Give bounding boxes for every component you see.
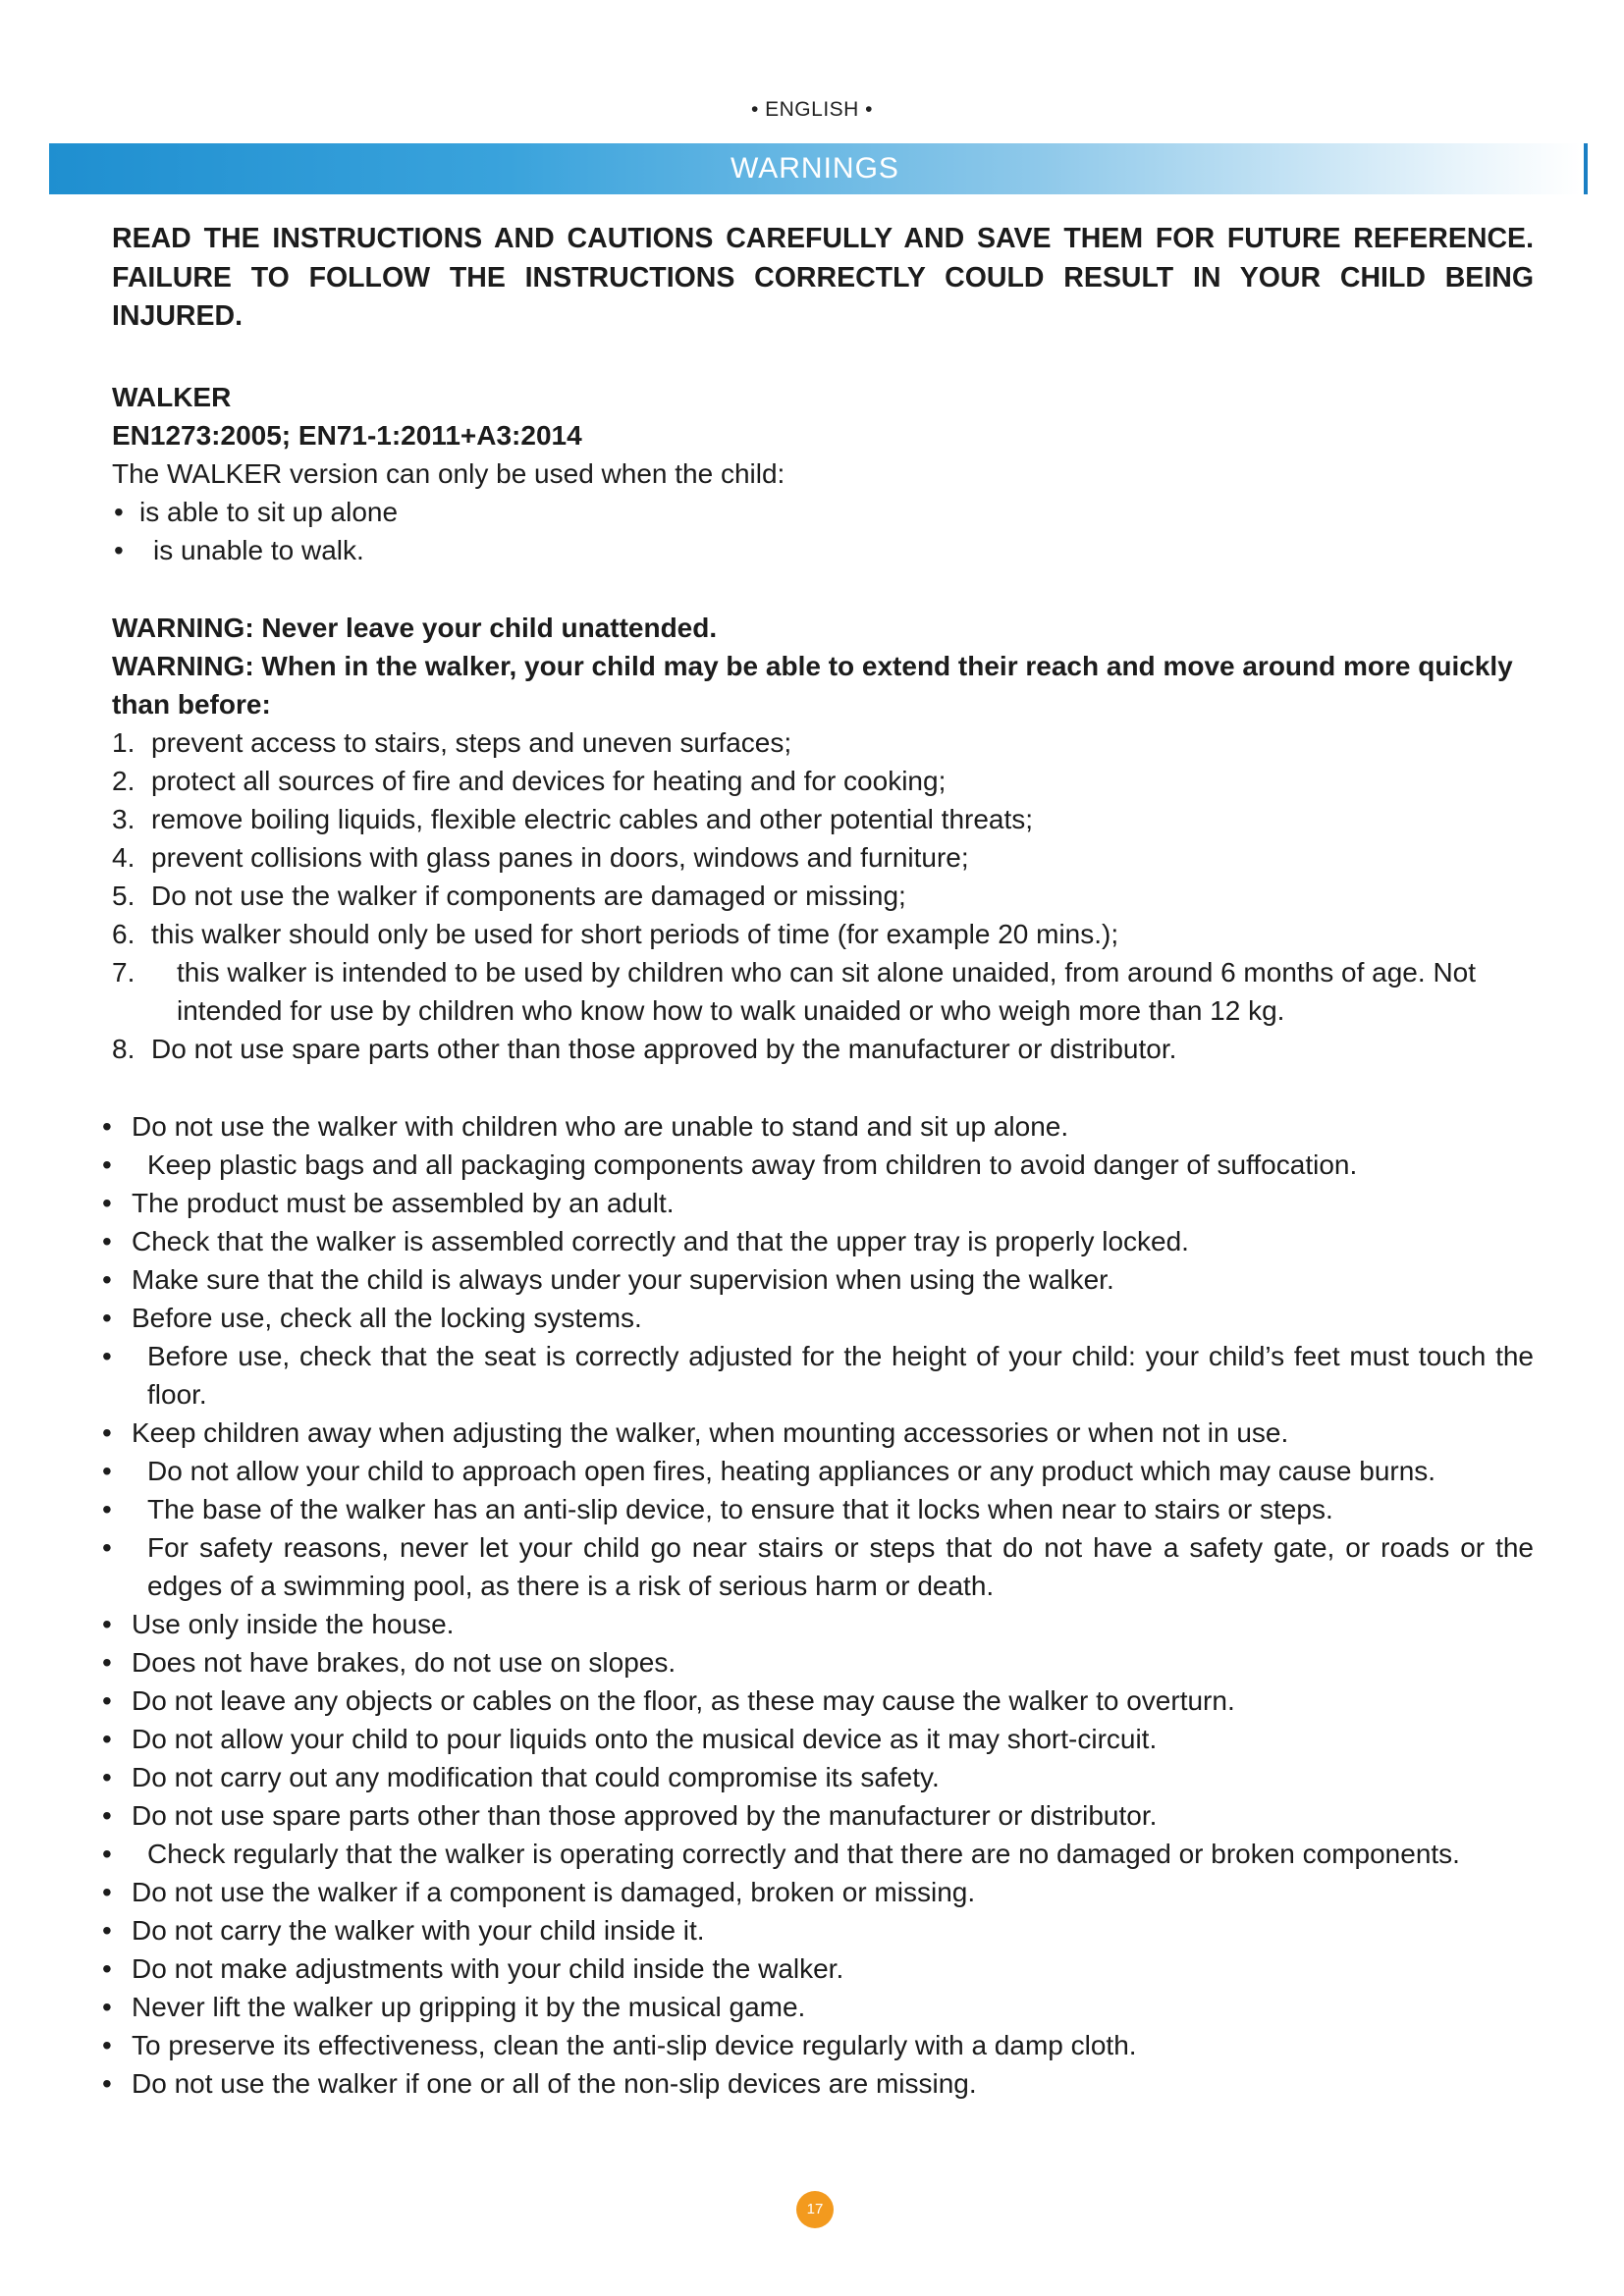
item-number: 5. [112, 880, 135, 911]
bullet-marker: • [102, 1148, 112, 1180]
bullet-text: Never lift the walker up gripping it by the musical game. [132, 1991, 806, 2022]
bullet-marker: • [102, 1838, 112, 1869]
numbered-item [112, 915, 1534, 953]
bullet-item [102, 1796, 1534, 1835]
bullet-marker: • [102, 1263, 112, 1295]
bullet-text: Do not leave any objects or cables on the floor, as these may cause the walker to overturn. [132, 1684, 1235, 1716]
condition-item [112, 531, 1534, 569]
bullet-item [102, 1682, 1534, 1720]
bullet-item [102, 1988, 1534, 2026]
bullet-marker: • [102, 1608, 112, 1639]
bullet-text: Do not make adjustments with your child inside the walker. [132, 1952, 844, 1984]
document-body [102, 220, 1534, 2103]
bullet-item [102, 1299, 1534, 1337]
bullet-text: Do not allow your child to approach open fires, heating appliances or any product which may cause burns. [147, 1455, 1436, 1486]
bullet-item [102, 1184, 1534, 1222]
bullet-marker: • [102, 2029, 112, 2060]
bullet-marker: • [102, 1455, 112, 1486]
bullet-item [102, 1873, 1534, 1911]
bullet-marker: • [102, 1646, 112, 1678]
bullet-text: To preserve its effectiveness, clean the anti-slip device regularly with a damp cloth. [132, 2029, 1137, 2060]
bullet-item [102, 1758, 1534, 1796]
bullet-marker: • [102, 1416, 112, 1448]
item-number: 2. [112, 765, 135, 796]
bullet-marker: • [102, 1914, 112, 1946]
bullet-item [102, 1643, 1534, 1682]
bullet-item [102, 1911, 1534, 1949]
bullet-text: Do not use the walker if a component is damaged, broken or missing. [132, 1876, 976, 1907]
bullet-marker: • [102, 1952, 112, 1984]
bullet-item [102, 1528, 1534, 1605]
page-number-badge: 17 [796, 2191, 834, 2228]
bullet-marker: • [114, 534, 124, 565]
bullet-item [102, 1107, 1534, 1146]
bullet-item [102, 1605, 1534, 1643]
bullet-text: Do not use the walker if one or all of the non-slip devices are missing. [132, 2067, 977, 2099]
item-text: prevent access to stairs, steps and uneven surfaces; [151, 726, 792, 758]
numbered-list [112, 723, 1534, 1068]
bullet-item [102, 1452, 1534, 1490]
item-number: 3. [112, 803, 135, 834]
numbered-item [112, 762, 1534, 800]
bullet-marker: • [102, 1225, 112, 1256]
bullet-marker: • [102, 1684, 112, 1716]
bullet-marker: • [102, 1876, 112, 1907]
bullet-text: For safety reasons, never let your child go near stairs or steps that do not have a safety gate, or roads or the edges of a swimming pool, as there is a risk of serious harm or death. [147, 1531, 1534, 1601]
bullet-text: Check regularly that the walker is operating correctly and that there are no damaged or broken components. [147, 1838, 1460, 1869]
language-label: • ENGLISH • [750, 98, 874, 121]
numbered-item [112, 953, 1534, 1030]
item-text: protect all sources of fire and devices for heating and for cooking; [151, 765, 947, 796]
item-text: this walker should only be used for short periods of time (for example 20 mins.); [151, 918, 1119, 949]
bullet-text: Before use, check all the locking systems. [132, 1302, 642, 1333]
condition-text: is unable to walk. [153, 534, 364, 565]
bullet-marker: • [114, 496, 124, 527]
bullet-marker: • [102, 1723, 112, 1754]
item-text: remove boiling liquids, flexible electric cables and other potential threats; [151, 803, 1034, 834]
bullet-text: Check that the walker is assembled correctly and that the upper tray is properly locked. [132, 1225, 1189, 1256]
bullet-marker: • [102, 1493, 112, 1524]
bullet-marker: • [102, 1799, 112, 1831]
bullet-marker: • [102, 1531, 112, 1563]
bullet-text: Use only inside the house. [132, 1608, 455, 1639]
item-number: 6. [112, 918, 135, 949]
warning-reach: WARNING: When in the walker, your child may be able to extend their reach and move around more quickly than before: [112, 650, 1513, 720]
bullet-item [102, 1337, 1534, 1414]
intro-warning: READ THE INSTRUCTIONS AND CAUTIONS CAREFULLY AND SAVE THEM FOR FUTURE REFERENCE. FAILURE TO FOLLOW THE INSTRUCTIONS CORRECTLY COULD RESULT IN YOUR CHILD BEING INJURED. [112, 223, 1534, 332]
bullet-text: The product must be assembled by an adult. [132, 1187, 675, 1218]
item-text: Do not use spare parts other than those approved by the manufacturer or distributor. [151, 1033, 1177, 1064]
warnings-banner [49, 143, 1581, 194]
item-number: 8. [112, 1033, 135, 1064]
item-number: 7. [112, 956, 135, 988]
bullet-marker: • [102, 2067, 112, 2099]
bullet-item [102, 1835, 1534, 1873]
bullet-text: Does not have brakes, do not use on slopes. [132, 1646, 677, 1678]
numbered-item [112, 723, 1534, 762]
bullet-item [102, 1146, 1534, 1184]
numbered-item [112, 800, 1534, 838]
bullet-item [102, 1414, 1534, 1452]
bullet-text: Keep children away when adjusting the walker, when mounting accessories or when not in use. [132, 1416, 1289, 1448]
bullet-text: Do not allow your child to pour liquids onto the musical device as it may short-circuit. [132, 1723, 1158, 1754]
banner-edge-bar [1584, 143, 1588, 194]
item-number: 4. [112, 841, 135, 873]
bullet-text: Do not carry the walker with your child inside it. [132, 1914, 705, 1946]
bullet-marker: • [102, 1761, 112, 1792]
bullet-text: Make sure that the child is always under your supervision when using the walker. [132, 1263, 1114, 1295]
bullet-item [102, 1720, 1534, 1758]
item-text: this walker is intended to be used by children who can sit alone unaided, from around 6 months of age. Not intended for use by children who know how to walk unaided or who weigh more than 12 kg. [177, 956, 1477, 1026]
bullet-text: Keep plastic bags and all packaging components away from children to avoid danger of suffocation. [147, 1148, 1358, 1180]
bullet-item [102, 1949, 1534, 1988]
bullet-item [102, 2064, 1534, 2103]
bullet-text: Do not use the walker with children who are unable to stand and sit up alone. [132, 1110, 1069, 1142]
bullet-marker: • [102, 1302, 112, 1333]
numbered-item [112, 877, 1534, 915]
bullet-marker: • [102, 1187, 112, 1218]
bullet-marker: • [102, 1991, 112, 2022]
bullet-marker: • [102, 1110, 112, 1142]
section-title-walker: WALKER [112, 381, 232, 412]
warning-unattended: WARNING: Never leave your child unattended. [112, 612, 718, 643]
bullet-marker: • [102, 1340, 112, 1371]
item-number: 1. [112, 726, 135, 758]
bullet-list [102, 1107, 1534, 2103]
bullet-text: The base of the walker has an anti-slip device, to ensure that it locks when near to stairs or steps. [147, 1493, 1333, 1524]
item-text: Do not use the walker if components are damaged or missing; [151, 880, 906, 911]
bullet-item [102, 1260, 1534, 1299]
standards-reference: EN1273:2005; EN71-1:2011+A3:2014 [112, 419, 582, 451]
numbered-item [112, 1030, 1534, 1068]
item-text: prevent collisions with glass panes in doors, windows and furniture; [151, 841, 969, 873]
condition-item [112, 493, 1534, 531]
bullet-text: Do not use spare parts other than those approved by the manufacturer or distributor. [132, 1799, 1158, 1831]
bullet-item [102, 1222, 1534, 1260]
bullet-item [102, 2026, 1534, 2064]
condition-text: is able to sit up alone [139, 496, 399, 527]
bullet-item [102, 1490, 1534, 1528]
bullet-text: Do not carry out any modification that could compromise its safety. [132, 1761, 940, 1792]
banner-title: WARNINGS [731, 152, 899, 185]
bullet-text: Before use, check that the seat is correctly adjusted for the height of your child: your child’s feet must touch the floor. [147, 1340, 1534, 1410]
numbered-item [112, 838, 1534, 877]
usage-text: The WALKER version can only be used when the child: [112, 457, 785, 489]
